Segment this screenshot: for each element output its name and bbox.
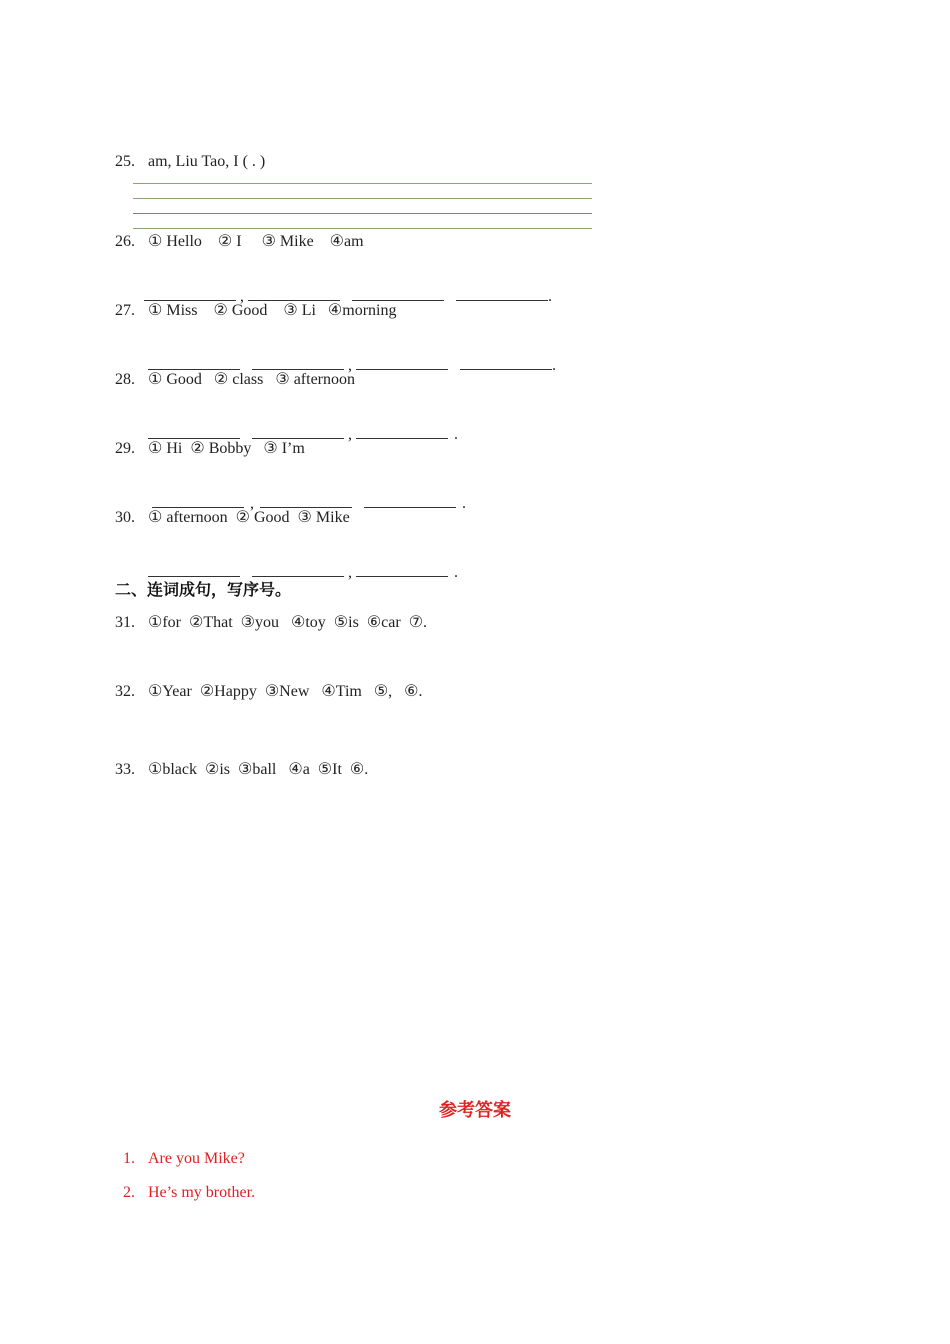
answer-blank[interactable] [148, 424, 240, 439]
question-number: 32. [115, 683, 135, 700]
comma: , [250, 495, 254, 512]
question-number: 31. [115, 614, 135, 631]
answer-blank[interactable] [252, 355, 344, 370]
period: . [552, 357, 556, 374]
answer-item [115, 1132, 245, 1168]
question-options: ①for ②That ③you ④toy ⑤is ⑥car ⑦. [148, 614, 428, 631]
writing-guide-line [133, 183, 592, 184]
answer-blank[interactable] [356, 424, 448, 439]
answer-text: He’s my brother. [148, 1184, 256, 1201]
answer-key-title: 参考答案 [439, 1100, 511, 1121]
answer-blank[interactable] [148, 355, 240, 370]
question-options: ①Year ②Happy ③New ④Tim ⑤, ⑥. [148, 683, 423, 700]
question-number: 28. [115, 371, 135, 388]
answer-blank[interactable] [356, 355, 448, 370]
comma: , [348, 426, 352, 443]
writing-guide-line [133, 228, 592, 229]
answer-item [115, 1166, 255, 1202]
answer-blank[interactable] [356, 562, 448, 577]
answer-blank[interactable] [252, 424, 344, 439]
question-number: 25. [115, 153, 135, 170]
question-number: 33. [115, 761, 135, 778]
question-number: 26. [115, 233, 135, 250]
question-options: ①black ②is ③ball ④a ⑤It ⑥. [148, 761, 369, 778]
answer-text: Are you Mike? [148, 1150, 245, 1167]
question-options: ① afternoon ② Good ③ Mike [148, 509, 350, 526]
answer-number: 1. [123, 1150, 135, 1167]
question-number: 30. [115, 509, 135, 526]
answer-blank[interactable] [152, 493, 244, 508]
period: . [454, 564, 458, 581]
question-options: ① Hello ② I ③ Mike ④am [148, 233, 364, 250]
question-options: ① Good ② class ③ afternoon [148, 371, 355, 388]
answer-blank[interactable] [456, 286, 548, 301]
period: . [454, 426, 458, 443]
section-heading: 二、连词成句，写序号。 [115, 580, 292, 599]
comma: , [240, 288, 244, 305]
answer-blank[interactable] [364, 493, 456, 508]
question-options: ① Miss ② Good ③ Li ④morning [148, 302, 397, 319]
answer-blank[interactable] [248, 286, 340, 301]
question-text: am, Liu Tao, I ( . ) [148, 153, 266, 170]
answer-blank[interactable] [144, 286, 236, 301]
period: . [462, 495, 466, 512]
answer-blank[interactable] [252, 562, 344, 577]
comma: , [348, 357, 352, 374]
answer-blank[interactable] [260, 493, 352, 508]
comma: , [348, 564, 352, 581]
answer-number: 2. [123, 1184, 135, 1201]
period: . [548, 288, 552, 305]
answer-blank[interactable] [148, 562, 240, 577]
question-number: 29. [115, 440, 135, 457]
question-options: ① Hi ② Bobby ③ I’m [148, 440, 305, 457]
answer-blank[interactable] [352, 286, 444, 301]
writing-guide-line [133, 213, 592, 214]
writing-guide-line [133, 198, 592, 199]
question-number: 27. [115, 302, 135, 319]
answer-blank[interactable] [460, 355, 552, 370]
